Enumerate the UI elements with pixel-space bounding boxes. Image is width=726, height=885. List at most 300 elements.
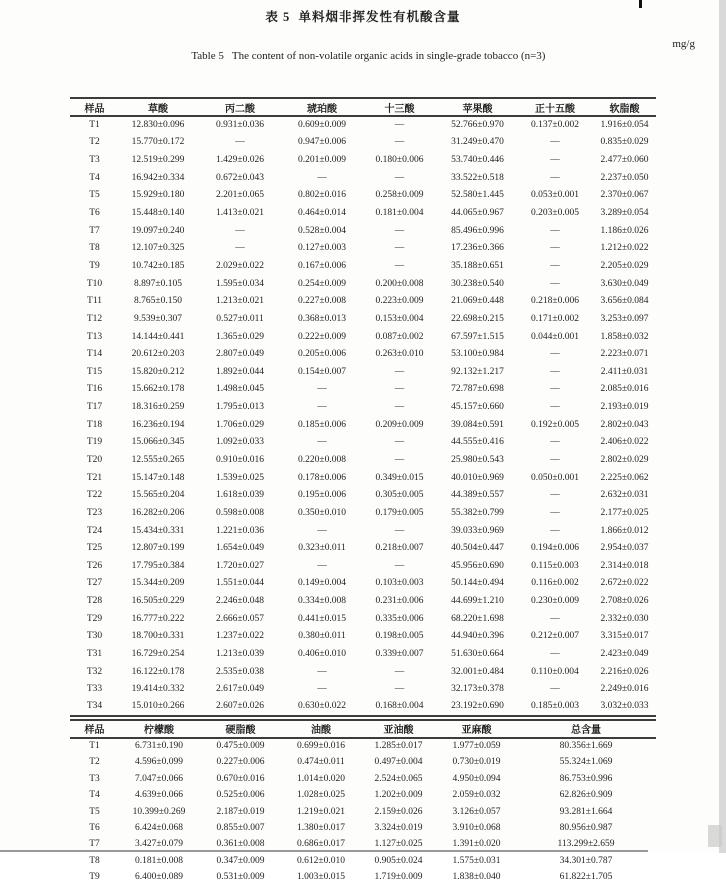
value-cell: 25.980±0.543: [451, 454, 504, 465]
sample-id-cell: T6: [89, 208, 100, 219]
table-row: [70, 610, 656, 628]
table-row: [70, 257, 656, 275]
value-cell: —: [317, 384, 327, 395]
sample-id-cell: T30: [86, 631, 103, 642]
value-cell: 2.807±0.049: [216, 349, 264, 360]
value-cell: 0.350±0.010: [298, 507, 346, 518]
value-cell: 23.192±0.690: [451, 701, 504, 712]
value-cell: 2.225±0.062: [600, 472, 649, 483]
value-cell: 15.344±0.209: [131, 578, 185, 589]
value-cell: 8.897±0.105: [134, 278, 182, 289]
value-cell: 31.249±0.470: [451, 137, 504, 148]
column-header: 总含量: [571, 725, 601, 737]
value-cell: 3.656±0.084: [600, 296, 649, 307]
value-cell: 35.188±0.651: [451, 260, 504, 271]
column-header: 样品: [84, 725, 105, 737]
value-cell: 1.213±0.039: [216, 649, 264, 660]
value-cell: —: [550, 260, 560, 271]
value-cell: 21.069±0.448: [451, 296, 504, 307]
value-cell: 62.826±0.909: [559, 790, 613, 801]
value-cell: 0.222±0.009: [298, 331, 346, 342]
value-cell: —: [394, 366, 405, 377]
value-cell: 0.254±0.009: [298, 278, 346, 289]
value-cell: 40.010±0.969: [451, 472, 504, 483]
value-cell: —: [394, 120, 405, 131]
sample-id-cell: T1: [89, 741, 100, 752]
value-cell: 45.956±0.690: [451, 560, 504, 571]
value-cell: 0.406±0.010: [298, 649, 346, 660]
header-row: [70, 98, 656, 116]
sample-id-cell: T4: [89, 172, 100, 183]
value-cell: 1.977±0.059: [452, 741, 501, 752]
value-cell: —: [550, 402, 560, 413]
value-cell: 55.324±1.069: [559, 757, 613, 768]
value-cell: —: [550, 137, 560, 148]
value-cell: 0.263±0.010: [375, 349, 424, 360]
value-cell: 22.698±0.215: [451, 313, 504, 324]
value-cell: 6.424±0.068: [135, 822, 183, 833]
value-cell: 18.700±0.331: [131, 631, 185, 642]
table-row: [70, 853, 656, 869]
value-cell: 2.187±0.019: [216, 806, 265, 817]
value-cell: 3.126±0.057: [452, 806, 501, 817]
value-cell: 15.448±0.140: [131, 208, 185, 219]
value-cell: —: [235, 225, 245, 236]
value-cell: 0.218±0.007: [375, 543, 424, 554]
value-cell: 0.053±0.001: [531, 190, 579, 201]
table-row: [70, 803, 656, 819]
value-cell: 0.323±0.011: [298, 543, 346, 554]
value-cell: —: [317, 402, 327, 413]
value-cell: 0.185±0.003: [531, 701, 579, 712]
value-cell: —: [394, 137, 405, 148]
value-cell: 12.107±0.325: [131, 243, 185, 254]
value-cell: 0.335±0.006: [375, 613, 424, 624]
sample-id-cell: T23: [86, 507, 103, 518]
value-cell: 0.195±0.006: [298, 490, 346, 501]
sample-id-cell: T20: [86, 454, 103, 465]
value-cell: 1.237±0.022: [216, 631, 264, 642]
value-cell: 0.231±0.006: [375, 596, 424, 607]
value-cell: 1.213±0.021: [216, 296, 264, 307]
table-row: [70, 451, 656, 469]
value-cell: 0.802±0.016: [298, 190, 346, 201]
value-cell: 67.597±1.515: [451, 331, 504, 342]
value-cell: 2.954±0.037: [600, 543, 649, 554]
value-cell: 92.132±1.217: [451, 366, 504, 377]
value-cell: —: [394, 384, 405, 395]
value-cell: 0.305±0.005: [375, 490, 424, 501]
value-cell: 0.474±0.011: [297, 757, 345, 768]
column-header: 苹果酸: [462, 103, 493, 115]
value-cell: 0.835±0.029: [600, 137, 649, 148]
value-cell: 3.630±0.049: [600, 278, 649, 289]
sample-id-cell: T17: [86, 402, 103, 413]
table-row: [70, 575, 656, 593]
value-cell: 0.115±0.003: [531, 560, 579, 571]
value-cell: 0.630±0.022: [298, 701, 346, 712]
table-row: [70, 645, 656, 663]
value-cell: 1.380±0.017: [297, 822, 345, 833]
scan-edge: [719, 0, 726, 853]
value-cell: 18.316±0.259: [131, 402, 185, 413]
value-cell: 16.282±0.206: [131, 507, 185, 518]
table-row: [70, 754, 656, 770]
value-cell: 0.137±0.002: [531, 120, 579, 131]
value-cell: 0.205±0.006: [298, 349, 346, 360]
value-cell: 16.505±0.229: [131, 596, 185, 607]
sample-id-cell: T18: [86, 419, 103, 430]
value-cell: 3.910±0.068: [452, 822, 501, 833]
value-cell: 2.332±0.030: [600, 613, 649, 624]
value-cell: —: [550, 684, 560, 695]
value-cell: —: [235, 243, 245, 254]
value-cell: —: [550, 490, 560, 501]
value-cell: 0.699±0.016: [297, 741, 345, 752]
value-cell: 0.050±0.001: [531, 472, 579, 483]
value-cell: 72.787±0.698: [451, 384, 504, 395]
value-cell: 0.612±0.010: [297, 855, 345, 866]
value-cell: 0.209±0.009: [375, 419, 424, 430]
column-header: 油酸: [311, 725, 331, 737]
value-cell: 0.167±0.006: [298, 260, 346, 271]
table-row: [70, 328, 656, 346]
value-cell: —: [550, 454, 560, 465]
value-cell: 2.059±0.032: [452, 790, 501, 801]
table-row: [70, 169, 656, 187]
value-cell: 2.193±0.019: [600, 402, 649, 413]
value-cell: 0.227±0.008: [298, 296, 346, 307]
sample-id-cell: T21: [86, 472, 103, 483]
value-cell: 85.496±0.996: [451, 225, 504, 236]
value-cell: 32.173±0.378: [451, 684, 504, 695]
value-cell: 1.498±0.045: [216, 384, 264, 395]
value-cell: 2.159±0.026: [374, 806, 423, 817]
sample-id-cell: T26: [86, 560, 103, 571]
sample-id-cell: T13: [86, 331, 103, 342]
value-cell: 1.892±0.044: [216, 366, 264, 377]
value-cell: —: [550, 613, 560, 624]
value-cell: 2.205±0.029: [600, 260, 649, 271]
value-cell: 0.153±0.004: [375, 313, 424, 324]
value-cell: 0.258±0.009: [375, 190, 424, 201]
value-cell: 15.929±0.180: [131, 190, 185, 201]
value-cell: —: [394, 454, 405, 465]
value-cell: 16.729±0.254: [131, 649, 185, 660]
value-cell: 0.181±0.004: [375, 208, 424, 219]
value-cell: 2.249±0.016: [600, 684, 649, 695]
value-cell: —: [394, 684, 405, 695]
value-cell: 2.314±0.018: [600, 560, 649, 571]
value-cell: 0.110±0.004: [531, 666, 579, 677]
value-cell: 1.202±0.009: [374, 790, 423, 801]
value-cell: 52.766±0.970: [451, 120, 504, 131]
sample-id-cell: T4: [89, 790, 100, 801]
sample-id-cell: T27: [86, 578, 103, 589]
value-cell: 1.413±0.021: [216, 208, 264, 219]
value-cell: 15.662±0.178: [131, 384, 185, 395]
value-cell: —: [550, 649, 560, 660]
value-cell: —: [235, 137, 245, 148]
value-cell: —: [317, 437, 327, 448]
value-cell: 1.285±0.017: [374, 741, 423, 752]
value-cell: 0.334±0.008: [298, 596, 346, 607]
value-cell: —: [550, 225, 560, 236]
value-cell: —: [550, 278, 560, 289]
value-cell: 1.219±0.021: [297, 806, 345, 817]
value-cell: —: [394, 225, 405, 236]
value-cell: 0.087±0.002: [375, 331, 424, 342]
value-cell: 2.029±0.022: [216, 260, 264, 271]
value-cell: 0.230±0.009: [531, 596, 579, 607]
value-cell: 0.203±0.005: [531, 208, 579, 219]
value-cell: —: [394, 525, 405, 536]
value-cell: 2.708±0.026: [600, 596, 649, 607]
column-header: 样品: [84, 103, 105, 115]
value-cell: —: [550, 384, 560, 395]
sample-id-cell: T14: [86, 349, 103, 360]
table-row: [70, 469, 656, 487]
table-row: [70, 738, 656, 754]
header-row: [70, 720, 656, 738]
value-cell: 1.391±0.020: [452, 839, 501, 850]
value-cell: 1.003±0.015: [297, 872, 345, 883]
value-cell: 2.223±0.071: [600, 349, 649, 360]
value-cell: 3.315±0.017: [600, 631, 649, 642]
value-cell: 12.555±0.265: [131, 454, 185, 465]
value-cell: 14.144±0.441: [131, 331, 185, 342]
sample-id-cell: T11: [87, 296, 102, 307]
value-cell: 10.742±0.185: [131, 260, 185, 271]
unit-label: mg/g: [672, 38, 695, 50]
value-cell: 0.525±0.006: [216, 790, 265, 801]
value-cell: 2.085±0.016: [600, 384, 649, 395]
value-cell: 0.339±0.007: [375, 649, 424, 660]
sample-id-cell: T7: [89, 225, 100, 236]
value-cell: 0.127±0.003: [298, 243, 346, 254]
table-row: [70, 681, 656, 699]
value-cell: 0.349±0.015: [375, 472, 424, 483]
value-cell: 2.535±0.038: [216, 666, 264, 677]
value-cell: 0.179±0.005: [375, 507, 424, 518]
value-cell: 2.237±0.050: [600, 172, 649, 183]
value-cell: —: [394, 437, 405, 448]
value-cell: —: [394, 402, 405, 413]
column-header: 亚麻酸: [461, 725, 492, 737]
value-cell: 51.630±0.664: [451, 649, 504, 660]
sample-id-cell: T6: [89, 822, 100, 833]
value-cell: 0.730±0.019: [452, 757, 501, 768]
value-cell: —: [394, 560, 405, 571]
value-cell: 53.100±0.984: [451, 349, 504, 360]
sample-id-cell: T22: [86, 490, 103, 501]
table-row: [70, 398, 656, 416]
value-cell: 0.347±0.009: [216, 855, 265, 866]
value-cell: 0.464±0.014: [298, 208, 346, 219]
organic-acids-table-part2: [70, 719, 656, 885]
value-cell: 17.795±0.384: [131, 560, 185, 571]
value-cell: 0.227±0.006: [216, 757, 265, 768]
value-cell: 2.370±0.067: [600, 190, 649, 201]
table-row: [70, 310, 656, 328]
value-cell: 12.519±0.299: [131, 155, 185, 166]
value-cell: 15.770±0.172: [131, 137, 185, 148]
table-row: [70, 771, 656, 787]
value-cell: 0.497±0.004: [374, 757, 423, 768]
sample-id-cell: T8: [89, 243, 100, 254]
column-header: 十三酸: [384, 103, 415, 115]
value-cell: —: [550, 155, 560, 166]
value-cell: 0.527±0.011: [216, 313, 264, 324]
value-cell: 0.609±0.009: [298, 120, 346, 131]
sample-id-cell: T33: [86, 684, 103, 695]
value-cell: 86.753±0.996: [559, 773, 613, 784]
value-cell: 1.916±0.054: [600, 120, 649, 131]
value-cell: 1.186±0.026: [600, 225, 649, 236]
sample-id-cell: T19: [86, 437, 103, 448]
value-cell: 2.177±0.025: [600, 507, 649, 518]
value-cell: 16.777±0.222: [131, 613, 185, 624]
table-row: [70, 204, 656, 222]
value-cell: 0.531±0.009: [216, 872, 265, 883]
sample-id-cell: T29: [86, 613, 103, 624]
table-row: [70, 116, 656, 134]
value-cell: 44.555±0.416: [451, 437, 504, 448]
value-cell: 0.686±0.017: [297, 839, 345, 850]
value-cell: 2.216±0.026: [600, 666, 649, 677]
table-row: [70, 557, 656, 575]
value-cell: 0.475±0.009: [216, 741, 265, 752]
sample-id-cell: T34: [86, 701, 103, 712]
value-cell: 1.858±0.032: [600, 331, 649, 342]
value-cell: 44.389±0.557: [451, 490, 504, 501]
value-cell: 2.607±0.026: [216, 701, 264, 712]
value-cell: —: [317, 172, 327, 183]
value-cell: —: [394, 172, 405, 183]
value-cell: 0.947±0.006: [298, 137, 346, 148]
value-cell: 113.299±2.659: [557, 839, 615, 850]
value-cell: 4.950±0.094: [452, 773, 501, 784]
value-cell: 2.423±0.049: [600, 649, 649, 660]
value-cell: 20.612±0.203: [131, 349, 185, 360]
table-row: [70, 698, 656, 716]
value-cell: 3.032±0.033: [600, 701, 649, 712]
table-row: [70, 787, 656, 803]
value-cell: 15.820±0.212: [131, 366, 185, 377]
value-cell: 1.539±0.025: [216, 472, 264, 483]
value-cell: 16.942±0.334: [131, 172, 185, 183]
table-row: [70, 292, 656, 310]
value-cell: 1.429±0.026: [216, 155, 264, 166]
value-cell: 44.940±0.396: [451, 631, 504, 642]
value-cell: 15.434±0.331: [131, 525, 185, 536]
value-cell: 0.171±0.002: [531, 313, 579, 324]
value-cell: 2.617±0.049: [216, 684, 264, 695]
table-row: [70, 628, 656, 646]
value-cell: 0.931±0.036: [216, 120, 264, 131]
value-cell: 1.092±0.033: [216, 437, 264, 448]
table-row: [70, 239, 656, 257]
value-cell: 0.528±0.004: [298, 225, 346, 236]
value-cell: 93.281±1.664: [559, 806, 613, 817]
column-header: 柠檬酸: [144, 725, 174, 737]
value-cell: 1.719±0.009: [374, 872, 423, 883]
value-cell: 4.639±0.066: [135, 790, 183, 801]
value-cell: 1.127±0.025: [374, 839, 423, 850]
value-cell: 1.365±0.029: [216, 331, 264, 342]
value-cell: 0.168±0.004: [375, 701, 424, 712]
sample-id-cell: T24: [86, 525, 103, 536]
value-cell: 52.580±1.445: [451, 190, 504, 201]
value-cell: —: [394, 666, 405, 677]
value-cell: 32.001±0.484: [451, 666, 504, 677]
value-cell: —: [550, 437, 560, 448]
value-cell: 0.185±0.006: [298, 419, 346, 430]
value-cell: 15.565±0.204: [131, 490, 185, 501]
sample-id-cell: T9: [89, 872, 100, 883]
value-cell: 8.765±0.150: [134, 296, 182, 307]
column-header: 草酸: [148, 103, 168, 115]
value-cell: 0.670±0.016: [216, 773, 265, 784]
value-cell: 39.084±0.591: [451, 419, 504, 430]
value-cell: 0.218±0.006: [531, 296, 579, 307]
sample-id-cell: T31: [86, 649, 103, 660]
value-cell: 2.666±0.057: [216, 613, 264, 624]
value-cell: 6.731±0.190: [135, 741, 183, 752]
sample-id-cell: T7: [89, 839, 100, 850]
sample-id-cell: T32: [86, 666, 103, 677]
value-cell: 0.198±0.005: [375, 631, 424, 642]
sample-id-cell: T1: [89, 120, 100, 131]
value-cell: 33.522±0.518: [451, 172, 504, 183]
value-cell: 16.122±0.178: [131, 666, 185, 677]
value-cell: 10.399±0.269: [132, 806, 186, 817]
value-cell: 2.201±0.065: [216, 190, 264, 201]
value-cell: 0.441±0.015: [298, 613, 346, 624]
sample-id-cell: T25: [86, 543, 103, 554]
sample-id-cell: T10: [86, 278, 103, 289]
value-cell: —: [550, 366, 560, 377]
table-row: [70, 869, 656, 885]
tables-container: [70, 97, 656, 885]
table-title-chinese: 表 5 单料烟非挥发性有机酸含量: [265, 10, 461, 24]
value-cell: 2.246±0.048: [216, 596, 264, 607]
value-cell: 39.033±0.969: [451, 525, 504, 536]
value-cell: —: [550, 525, 560, 536]
sample-id-cell: T12: [86, 313, 103, 324]
value-cell: 80.356±1.669: [559, 741, 613, 752]
value-cell: 1.575±0.031: [452, 855, 501, 866]
value-cell: —: [317, 684, 327, 695]
value-cell: 3.324±0.019: [374, 822, 423, 833]
value-cell: 0.220±0.008: [298, 454, 346, 465]
value-cell: 19.414±0.332: [131, 684, 185, 695]
column-header: 软脂酸: [609, 103, 640, 115]
table-row: [70, 363, 656, 381]
value-cell: 80.956±0.987: [559, 822, 613, 833]
value-cell: 3.427±0.079: [135, 839, 183, 850]
value-cell: 0.103±0.003: [375, 578, 424, 589]
value-cell: 2.632±0.031: [600, 490, 649, 501]
value-cell: 0.380±0.011: [298, 631, 346, 642]
value-cell: —: [550, 243, 560, 254]
value-cell: 2.406±0.022: [600, 437, 649, 448]
value-cell: 0.178±0.006: [298, 472, 346, 483]
table-row: [70, 820, 656, 836]
value-cell: —: [550, 172, 560, 183]
table-row: [70, 381, 656, 399]
value-cell: 4.596±0.099: [135, 757, 183, 768]
